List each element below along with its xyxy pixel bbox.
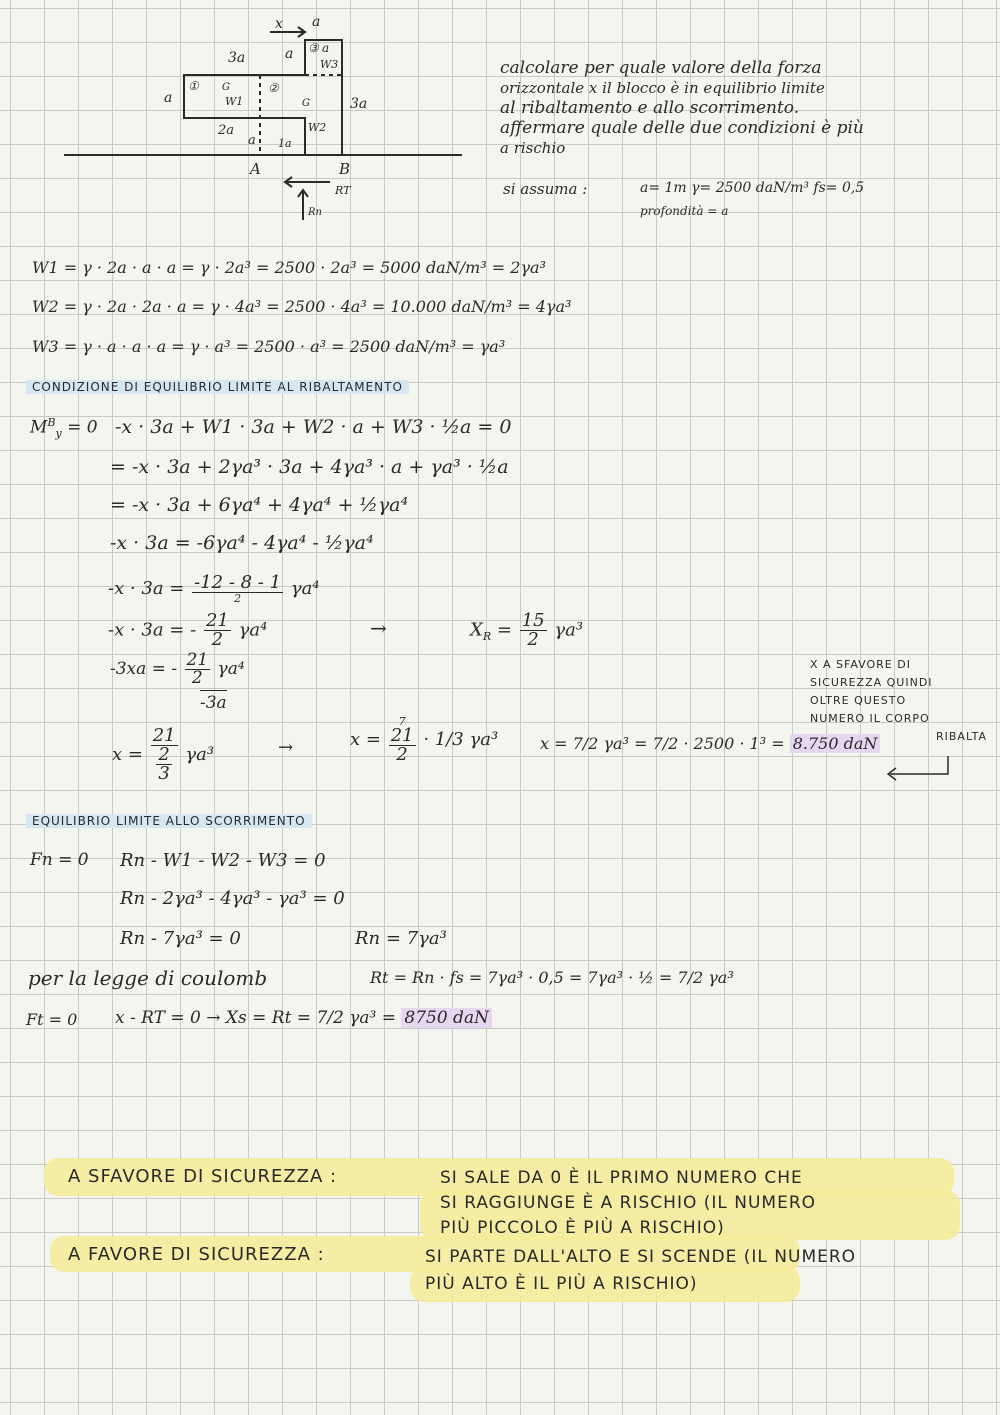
label-b3-a: a <box>322 41 330 55</box>
weight-w1: W1 = γ · 2a · a · a = γ · 2a³ = 2500 · 2a³ = 5000 daN/m³ = 2γa³ <box>32 258 546 277</box>
xr-x: X <box>470 619 483 641</box>
unfavorable-line: SI RAGGIUNGE È A RISCHIO (IL NUMERO <box>440 1193 817 1213</box>
line5-lhs: -x · 3a = <box>108 578 185 599</box>
label-3a-top: 3a <box>228 50 246 66</box>
label-w1: W1 <box>225 95 244 108</box>
overturning-line-1: -x · 3a + W1 · 3a + W2 · a + W3 · ½a = 0 <box>115 416 512 438</box>
frac-num: 21 <box>205 610 229 631</box>
ft-equation <box>115 1008 492 1028</box>
label-point-b: B <box>339 160 351 178</box>
sliding-line-4: Rn = 7γa³ <box>355 928 447 949</box>
side-note <box>810 656 933 728</box>
step-tail: γa⁴ <box>217 659 245 679</box>
xr-eq: = <box>496 619 512 641</box>
final-line-3 <box>540 734 880 753</box>
label-a-left: a <box>164 90 173 106</box>
overturning-result: 8.750 daN <box>790 734 881 753</box>
ft-eq-expr: x - RT = 0 → Xs = Rt = 7/2 γa³ = <box>115 1008 396 1028</box>
label-3a-right: 3a <box>350 96 368 112</box>
fn-label: Fn = 0 <box>30 850 89 870</box>
overturning-line-4: -x · 3a = -6γa⁴ - 4γa⁴ - ½γa⁴ <box>110 532 374 554</box>
final3-expr: 7/2 γa³ = 7/2 · 2500 · 1³ = <box>572 734 785 753</box>
sliding-heading: EQUILIBRIO LIMITE ALLO SCORRIMENTO <box>26 814 312 828</box>
x2-eq: x = <box>350 729 381 750</box>
overturning-line-3: = -x · 3a + 6γa⁴ + 4γa⁴ + ½γa⁴ <box>110 494 409 516</box>
line6-lhs: -x · 3a = - <box>108 619 197 641</box>
sliding-line-2: Rn - 2γa³ - 4γa³ - γa³ = 0 <box>120 888 345 909</box>
problem-statement <box>500 58 864 158</box>
overturning-heading: CONDIZIONE DI EQUILIBRIO LIMITE AL RIBALTAMENTO <box>26 380 409 394</box>
frac-den: 2 <box>211 629 224 650</box>
unfavorable-text <box>440 1166 816 1241</box>
sliding-line-3: Rn - 7γa³ = 0 <box>120 928 241 949</box>
moment-m: M <box>30 417 48 438</box>
frac-den: 2 <box>234 592 242 605</box>
side-note-line: OLTRE QUESTO <box>810 694 907 707</box>
unfavorable-line: PIÙ PICCOLO È PIÙ A RISCHIO) <box>440 1218 725 1238</box>
arrow-final: → <box>278 737 294 758</box>
favorable-line: PIÙ ALTO È IL PIÙ A RISCHIO) <box>425 1274 698 1294</box>
final-line-2 <box>350 716 498 764</box>
favorable-text <box>425 1244 856 1298</box>
label-1a: 1a <box>278 137 292 150</box>
frac-den: 2 <box>527 629 539 650</box>
overturning-line-2: = -x · 3a + 2γa³ · 3a + 4γa³ · a + γa³ · ½a <box>110 456 509 478</box>
label-point-a: A <box>250 160 261 178</box>
moment-label <box>30 416 98 440</box>
ribalta-arrow <box>880 752 955 782</box>
problem-line: calcolare per quale valore della forza <box>500 58 822 78</box>
label-g1: G <box>222 82 230 93</box>
final2-tail: · 1/3 γa³ <box>423 729 499 750</box>
problem-line: al ribaltamento e allo scorrimento. <box>500 98 800 118</box>
side-note-line: NUMERO IL CORPO <box>810 712 930 725</box>
assume-label: si assuma : <box>503 180 588 198</box>
line5-tail: γa⁴ <box>290 578 320 599</box>
step-a: -3xa = - <box>110 659 178 679</box>
sliding-result: 8750 daN <box>401 1008 492 1028</box>
overturning-line-7 <box>110 652 245 687</box>
frac-den: 2 <box>191 668 203 688</box>
problem-line: orizzontale x il blocco è in equilibrio limite <box>500 79 825 97</box>
step-fraction <box>185 652 211 687</box>
label-block-2: ② <box>268 81 279 95</box>
depth-value: profondità = a <box>640 204 729 218</box>
moment-eq: = 0 <box>67 417 98 438</box>
frac-mid: 2 <box>158 744 170 765</box>
frac-num: 21 <box>186 650 209 670</box>
favorable-line: SI PARTE DALL'ALTO E SI SCENDE (IL NUMERO <box>425 1247 857 1267</box>
label-x: x <box>275 16 283 32</box>
label-a-mid: a <box>285 46 294 62</box>
coulomb-equation: Rt = Rn · fs = 7γa³ · 0,5 = 7γa³ · ½ = 7/2 γa³ <box>370 968 734 987</box>
weight-w3: W3 = γ · a · a · a = γ · a³ = 2500 · a³ = 2500 daN/m³ = γa³ <box>32 337 506 356</box>
line6-tail: γa⁴ <box>238 619 268 641</box>
frac-num: 21 <box>152 725 176 746</box>
label-w2: W2 <box>308 121 327 134</box>
arrow-to-xr: → <box>370 616 387 640</box>
overturning-heading-wrap <box>26 380 409 394</box>
label-2a-bottom: 2a <box>218 123 235 138</box>
ft-label: Ft = 0 <box>26 1010 78 1029</box>
sliding-line-1: Rn - W1 - W2 - W3 = 0 <box>120 850 326 871</box>
label-rt: RT <box>335 184 351 197</box>
frac-num: 21 <box>390 725 414 746</box>
label-rn: Rn <box>308 207 322 218</box>
line6-fraction <box>204 612 231 649</box>
step-denominator: -3a <box>200 690 227 713</box>
block-diagram <box>60 10 530 240</box>
triple-fraction <box>151 727 178 783</box>
problem-line: a rischio <box>500 139 566 157</box>
label-a-bottom: a <box>248 133 256 148</box>
unfavorable-label: A SFAVORE DI SICUREZZA : <box>68 1166 338 1187</box>
label-block-1: ① <box>188 79 199 93</box>
sliding-heading-wrap <box>26 814 312 828</box>
side-note-line: X A SFAVORE DI <box>810 658 911 671</box>
side-note-line: SICUREZZA QUINDI <box>810 676 933 689</box>
frac-top: 7 <box>398 715 406 728</box>
moment-sub: y <box>55 427 62 441</box>
frac-num: 15 <box>521 610 545 631</box>
xr-fraction <box>520 612 547 649</box>
unfavorable-line: SI SALE DA 0 È IL PRIMO NUMERO CHE <box>440 1168 803 1188</box>
label-block-3: ③ <box>308 41 319 55</box>
assume-values: a= 1m γ= 2500 daN/m³ fs= 0,5 <box>640 180 865 196</box>
frac-den: 3 <box>158 763 170 784</box>
xr-tail: γa³ <box>554 619 584 641</box>
final2-fraction <box>389 716 416 764</box>
block-outline <box>184 40 342 155</box>
xr-sub: R <box>482 630 492 644</box>
x-eq: x = <box>112 744 143 765</box>
frac-num: -12 - 8 - 1 <box>194 572 282 593</box>
final1-tail: γa³ <box>185 744 215 765</box>
coulomb-label: per la legge di coulomb <box>28 966 268 990</box>
line5-fraction <box>192 574 283 604</box>
label-a-top: a <box>312 14 321 30</box>
frac-den: 2 <box>396 744 408 765</box>
moment-sup: B <box>47 416 56 429</box>
label-w3: W3 <box>320 58 339 71</box>
label-g2: G <box>302 98 310 109</box>
weight-w2: W2 = γ · 2a · 2a · a = γ · 4a³ = 2500 · 4a³ = 10.000 daN/m³ = 4γa³ <box>32 297 572 316</box>
overturning-line-6 <box>108 612 267 649</box>
x3-eq: x = <box>540 734 568 753</box>
final-line-1 <box>112 727 214 783</box>
overturning-line-5 <box>108 574 320 604</box>
problem-line: affermare quale delle due condizioni è più <box>500 118 864 138</box>
xr-result <box>470 612 583 649</box>
ribalta-label: RIBALTA <box>936 730 987 743</box>
favorable-label: A FAVORE DI SICUREZZA : <box>68 1244 325 1265</box>
